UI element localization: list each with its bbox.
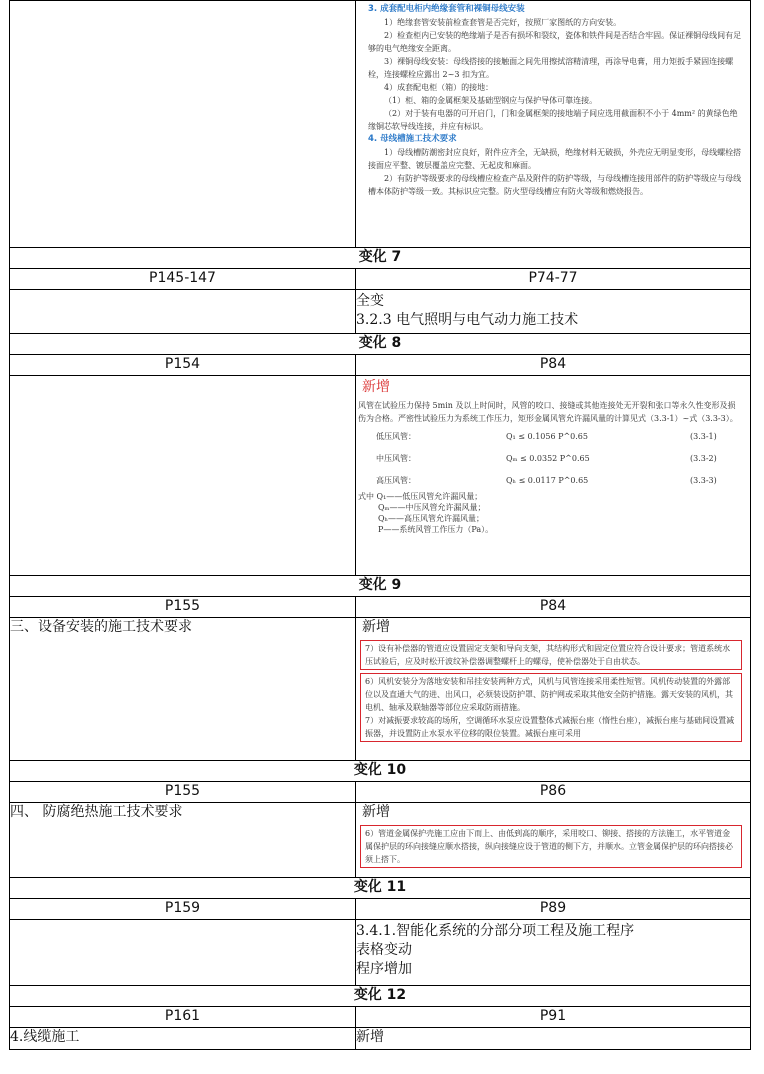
formula-row — [356, 425, 750, 447]
new-tag: 新增 — [362, 804, 390, 820]
change-label: 变化 12 — [10, 986, 751, 1007]
formula-label: 低压风管： — [376, 431, 416, 441]
scan-line: 2）有防护等级要求的母线槽应检查产品及附件的防护等级，与母线槽连接用部件的防护等级应与母线槽本体防护等级一致。其标识应完整。防火型母线槽应有防火等级和燃烧报告。 — [368, 174, 742, 196]
scan-line: 风管在试验压力保持 5min 及以上时间时，风管的咬口、接缝或其他连接处无开裂和张口等永久性变形及损伤为合格。严密性试验压力为系统工作压力，矩形金属风管允许漏风量的计算见式（3.3-1）~式（3.3-3）。 — [358, 401, 738, 423]
description-line: 3.4.1.智能化系统的分部分项工程及施工程序 — [356, 923, 635, 939]
left-page-ref: P161 — [10, 1007, 356, 1028]
right-page-ref: P91 — [356, 1007, 751, 1028]
left-cell-empty — [10, 920, 356, 986]
highlight-text: 7）设有补偿器的管道应设置固定支架和导向支架，其结构形式和固定位置应符合设计要求；管道系统水压试验后，应及时松开波纹补偿器调整螺杆上的螺母，使补偿器处于自由状态。 — [365, 644, 731, 666]
highlight-text: 6）风机安装分为落地安装和吊挂安装两种方式，风机与风管连接采用柔性短管。风机传动装置的外露部位以及直通大气的进、出风口，必须装设防护罩、防护网或采取其他安全防护措施。露天安装的风机，其电机、轴承及联轴器等部位应采取防雨措施。 — [365, 677, 733, 712]
new-tag: 新增 — [362, 379, 390, 395]
scan-excerpt — [356, 1, 750, 198]
new-tag: 新增 — [362, 619, 390, 635]
formula-expr: Qₘ ≤ 0.0352 P^0.65 — [506, 453, 590, 463]
scan-line: 1）绝缘套管安装前检查套管是否完好，按照厂家图纸的方向安装。 — [384, 18, 622, 27]
left-cell-empty — [10, 1, 356, 248]
change-description — [356, 290, 751, 334]
formula-number: (3.3-1) — [690, 431, 717, 441]
new-tag: 新增 — [356, 1028, 751, 1050]
highlight-text: 6）管道金属保护壳施工应由下而上、由低到高的顺序，采用咬口、铆接、搭接的方法施工，水平管道金属保护层的环向接缝应顺水搭接，纵向接缝应设于管道的侧下方，并顺水。立管金属保护层的环向搭接必须上搭下。 — [365, 829, 733, 864]
scan-line: （2）对于装有电器的可开启门，门和金属框架的接地端子间应选用截面积不小于 4mm² 的黄绿色绝缘铜芯软导线连接，并应有标识。 — [368, 109, 738, 131]
highlight-box — [360, 640, 742, 670]
section-title: 四、 防腐绝热施工技术要求 — [10, 803, 356, 878]
change-content — [356, 376, 751, 576]
highlight-text: 7）对减振要求较高的场所，空调循环水泵应设置整体式减振台座（惰性台座），减振台座与基础间设置减振器，并设置防止水泵水平位移的限位装置。减振台座可采用 — [365, 716, 735, 738]
description-line: 全变 — [356, 293, 384, 309]
scan-excerpt-cell — [356, 1, 751, 248]
left-cell-empty — [10, 376, 356, 576]
change-label: 变化 9 — [10, 576, 751, 597]
left-page-ref: P155 — [10, 597, 356, 618]
section-title: 三、设备安装的施工技术要求 — [10, 618, 356, 761]
left-cell-empty — [10, 290, 356, 334]
formula-expr: Qₕ ≤ 0.0117 P^0.65 — [506, 475, 589, 485]
highlight-box — [360, 673, 742, 742]
scan-line: 1）母线槽防潮密封应良好，附件应齐全，无缺损，绝缘材料无破损，外壳应无明显变形，母线螺栓搭接面应平整、镀层覆盖应完整、无起皮和麻面。 — [368, 148, 742, 170]
scan-line: 4）成套配电柜（箱）的接地： — [384, 83, 494, 92]
change-label: 变化 11 — [10, 878, 751, 899]
left-page-ref: P154 — [10, 355, 356, 376]
change-content — [356, 618, 751, 761]
left-page-ref: P145-147 — [10, 269, 356, 290]
formula-row — [356, 469, 750, 491]
right-page-ref: P74-77 — [356, 269, 751, 290]
right-page-ref: P84 — [356, 597, 751, 618]
change-content — [356, 803, 751, 878]
highlight-box — [360, 825, 742, 868]
scan-line: 2）检查柜内已安装的绝缘端子是否有损坏和裂纹，瓷体和铁件间是否结合牢固。保证裸铜母线间有足够的电气绝缘安全距离。 — [368, 31, 742, 53]
change-label: 变化 7 — [10, 248, 751, 269]
scan-line: （1）柜、箱的金属框架及基础型钢应与保护导体可靠连接。 — [384, 96, 598, 105]
formula-row — [356, 447, 750, 469]
change-label: 变化 10 — [10, 761, 751, 782]
left-page-ref: P159 — [10, 899, 356, 920]
formula-number: (3.3-3) — [690, 475, 717, 485]
scan-heading: 3. 成套配电柜内绝缘套管和裸铜母线安装 — [368, 4, 525, 14]
definition-line: 式中 Q₁——低压风管允许漏风量； — [358, 492, 483, 501]
comparison-table — [9, 0, 751, 1050]
left-page-ref: P155 — [10, 782, 356, 803]
description-line: 程序增加 — [356, 961, 412, 977]
description-line: 表格变动 — [356, 942, 412, 958]
right-page-ref: P84 — [356, 355, 751, 376]
section-title: 4.线缆施工 — [10, 1028, 356, 1050]
formula-label: 高压风管： — [376, 475, 416, 485]
scan-line: 3）裸铜母线安装：母线搭接的接触面之间先用擦拭溶精清理，再涂导电膏，用力矩扳手紧固连接螺栓，连接螺栓应露出 2~3 扣为宜。 — [368, 57, 734, 79]
definition-line: Qₘ——中压风管允许漏风量； — [378, 503, 486, 512]
change-label: 变化 8 — [10, 334, 751, 355]
definition-line: Qₕ——高压风管允许漏风量； — [378, 514, 485, 523]
formula-expr: Q₁ ≤ 0.1056 P^0.65 — [506, 431, 588, 441]
right-page-ref: P86 — [356, 782, 751, 803]
formula-number: (3.3-2) — [690, 453, 717, 463]
formula-label: 中压风管： — [376, 453, 416, 463]
change-description — [356, 920, 751, 986]
formula-definitions — [356, 491, 750, 535]
scan-excerpt — [356, 397, 750, 425]
scan-heading: 4. 母线槽施工技术要求 — [368, 134, 457, 144]
right-page-ref: P89 — [356, 899, 751, 920]
description-line: 3.2.3 电气照明与电气动力施工技术 — [356, 312, 579, 328]
definition-line: P——系统风管工作压力（Pa）。 — [378, 525, 494, 534]
